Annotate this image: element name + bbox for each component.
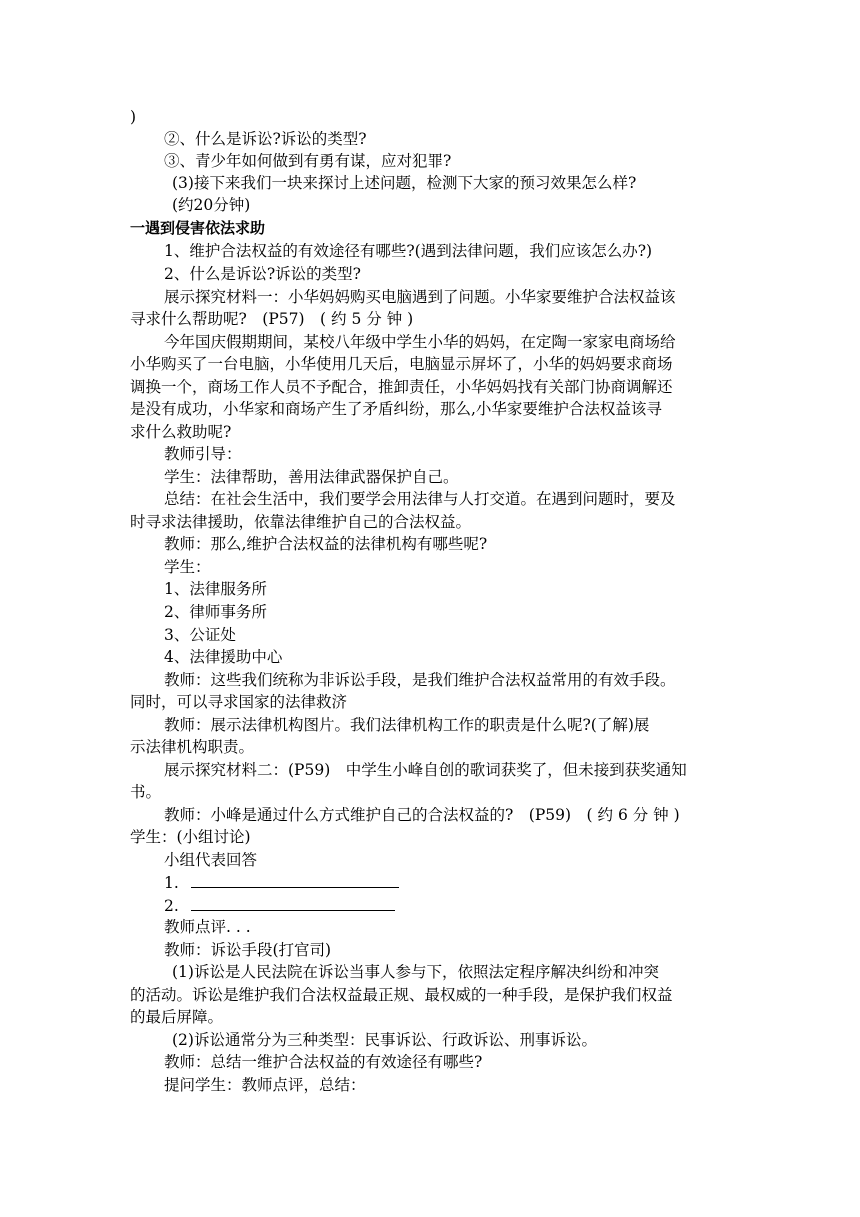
text-line: 小组代表回答 xyxy=(164,851,258,869)
text-line: (2)诉讼通常分为三种类型：民事诉讼、行政诉讼、刑事诉讼。 xyxy=(172,1031,597,1049)
answer-number: 1. xyxy=(164,874,179,892)
text-line: 书。 xyxy=(130,783,162,801)
text-line: ) xyxy=(130,108,137,126)
answer-blank xyxy=(191,894,395,911)
text-line: 同时，可以寻求国家的法律救济 xyxy=(130,693,348,711)
text-line: 求什么救助呢? xyxy=(130,423,232,441)
answer-line-1 xyxy=(164,871,399,894)
text-line: 学生：(小组讨论) xyxy=(130,828,251,846)
list-item: 1、法律服务所 xyxy=(164,580,267,598)
text-line: 教师：这些我们统称为非诉讼手段，是我们维护合法权益常用的有效手段。 xyxy=(164,671,676,689)
section-heading: 一遇到侵害依法求助 xyxy=(130,219,266,237)
text-line: 时寻求法律援助，依靠法律维护自己的合法权益。 xyxy=(130,513,472,531)
list-item: 2、律师事务所 xyxy=(164,603,267,621)
text-line: (约20分钟) xyxy=(172,196,251,214)
text-line: 教师：展示法律机构图片。我们法律机构工作的职责是什么呢?(了解)展 xyxy=(164,716,650,734)
text-line: 2、什么是诉讼?诉讼的类型? xyxy=(164,265,361,283)
text-line: 教师：那么,维护合法权益的法律机构有哪些呢? xyxy=(164,535,488,553)
text-line: 教师：总结一维护合法权益的有效途径有哪些? xyxy=(164,1053,483,1071)
text-line: 小华购买了一台电脑，小华使用几天后，电脑显示屏坏了，小华的妈妈要求商场 xyxy=(130,355,673,373)
text-line: 1、维护合法权益的有效途径有哪些?(遇到法律问题，我们应该怎么办?) xyxy=(164,242,653,260)
text-line: 学生：法律帮助，善用法律武器保护自己。 xyxy=(164,468,459,486)
text-line: 学生： xyxy=(164,558,211,576)
list-item: 4、法律援助中心 xyxy=(164,648,283,666)
text-line: 的活动。诉讼是维护我们合法权益最正规、最权威的一种手段，是保护我们权益 xyxy=(130,986,673,1004)
text-line: 教师：诉讼手段(打官司) xyxy=(164,941,332,959)
text-line: 的最后屏障。 xyxy=(130,1008,224,1026)
text-line: 教师点评. . . xyxy=(164,918,251,936)
text-line: (1)诉讼是人民法院在诉讼当事人参与下，依照法定程序解决纠纷和冲突 xyxy=(172,963,659,981)
answer-number: 2. xyxy=(164,897,179,915)
text-line: ③、青少年如何做到有勇有谋，应对犯罪? xyxy=(164,152,452,170)
text-line: 展示探究材料二：(P59) 中学生小峰自创的歌词获奖了，但未接到获奖通知 xyxy=(164,761,687,779)
answer-blank xyxy=(191,871,399,888)
text-line: 是没有成功，小华家和商场产生了矛盾纠纷，那么,小华家要维护合法权益该寻 xyxy=(130,400,662,418)
text-line: 今年国庆假期期间，某校八年级中学生小华的妈妈，在定陶一家家电商场给 xyxy=(164,333,676,351)
text-line: 示法律机构职责。 xyxy=(130,738,255,756)
text-line: 展示探究材料一：小华妈妈购买电脑遇到了问题。小华家要维护合法权益该 xyxy=(164,288,676,306)
text-line: 总结：在社会生活中，我们要学会用法律与人打交道。在遇到问题时，要及 xyxy=(164,490,676,508)
text-line: 提问学生：教师点评，总结： xyxy=(164,1076,366,1094)
text-line: (3)接下来我们一块来探讨上述问题，检测下大家的预习效果怎么样? xyxy=(172,174,637,192)
text-line: 寻求什么帮助呢? (P57) ( 约 5 分 钟 ) xyxy=(130,310,414,328)
text-line: 教师引导： xyxy=(164,445,242,463)
text-line: ②、什么是诉讼?诉讼的类型? xyxy=(164,130,367,148)
answer-line-2 xyxy=(164,894,395,917)
text-line: 教师：小峰是通过什么方式维护自己的合法权益的? (P59) ( 约 6 分 钟 ) xyxy=(164,806,680,824)
list-item: 3、公证处 xyxy=(164,626,236,644)
text-line: 调换一个，商场工作人员不予配合，推卸责任，小华妈妈找有关部门协商调解还 xyxy=(130,378,673,396)
